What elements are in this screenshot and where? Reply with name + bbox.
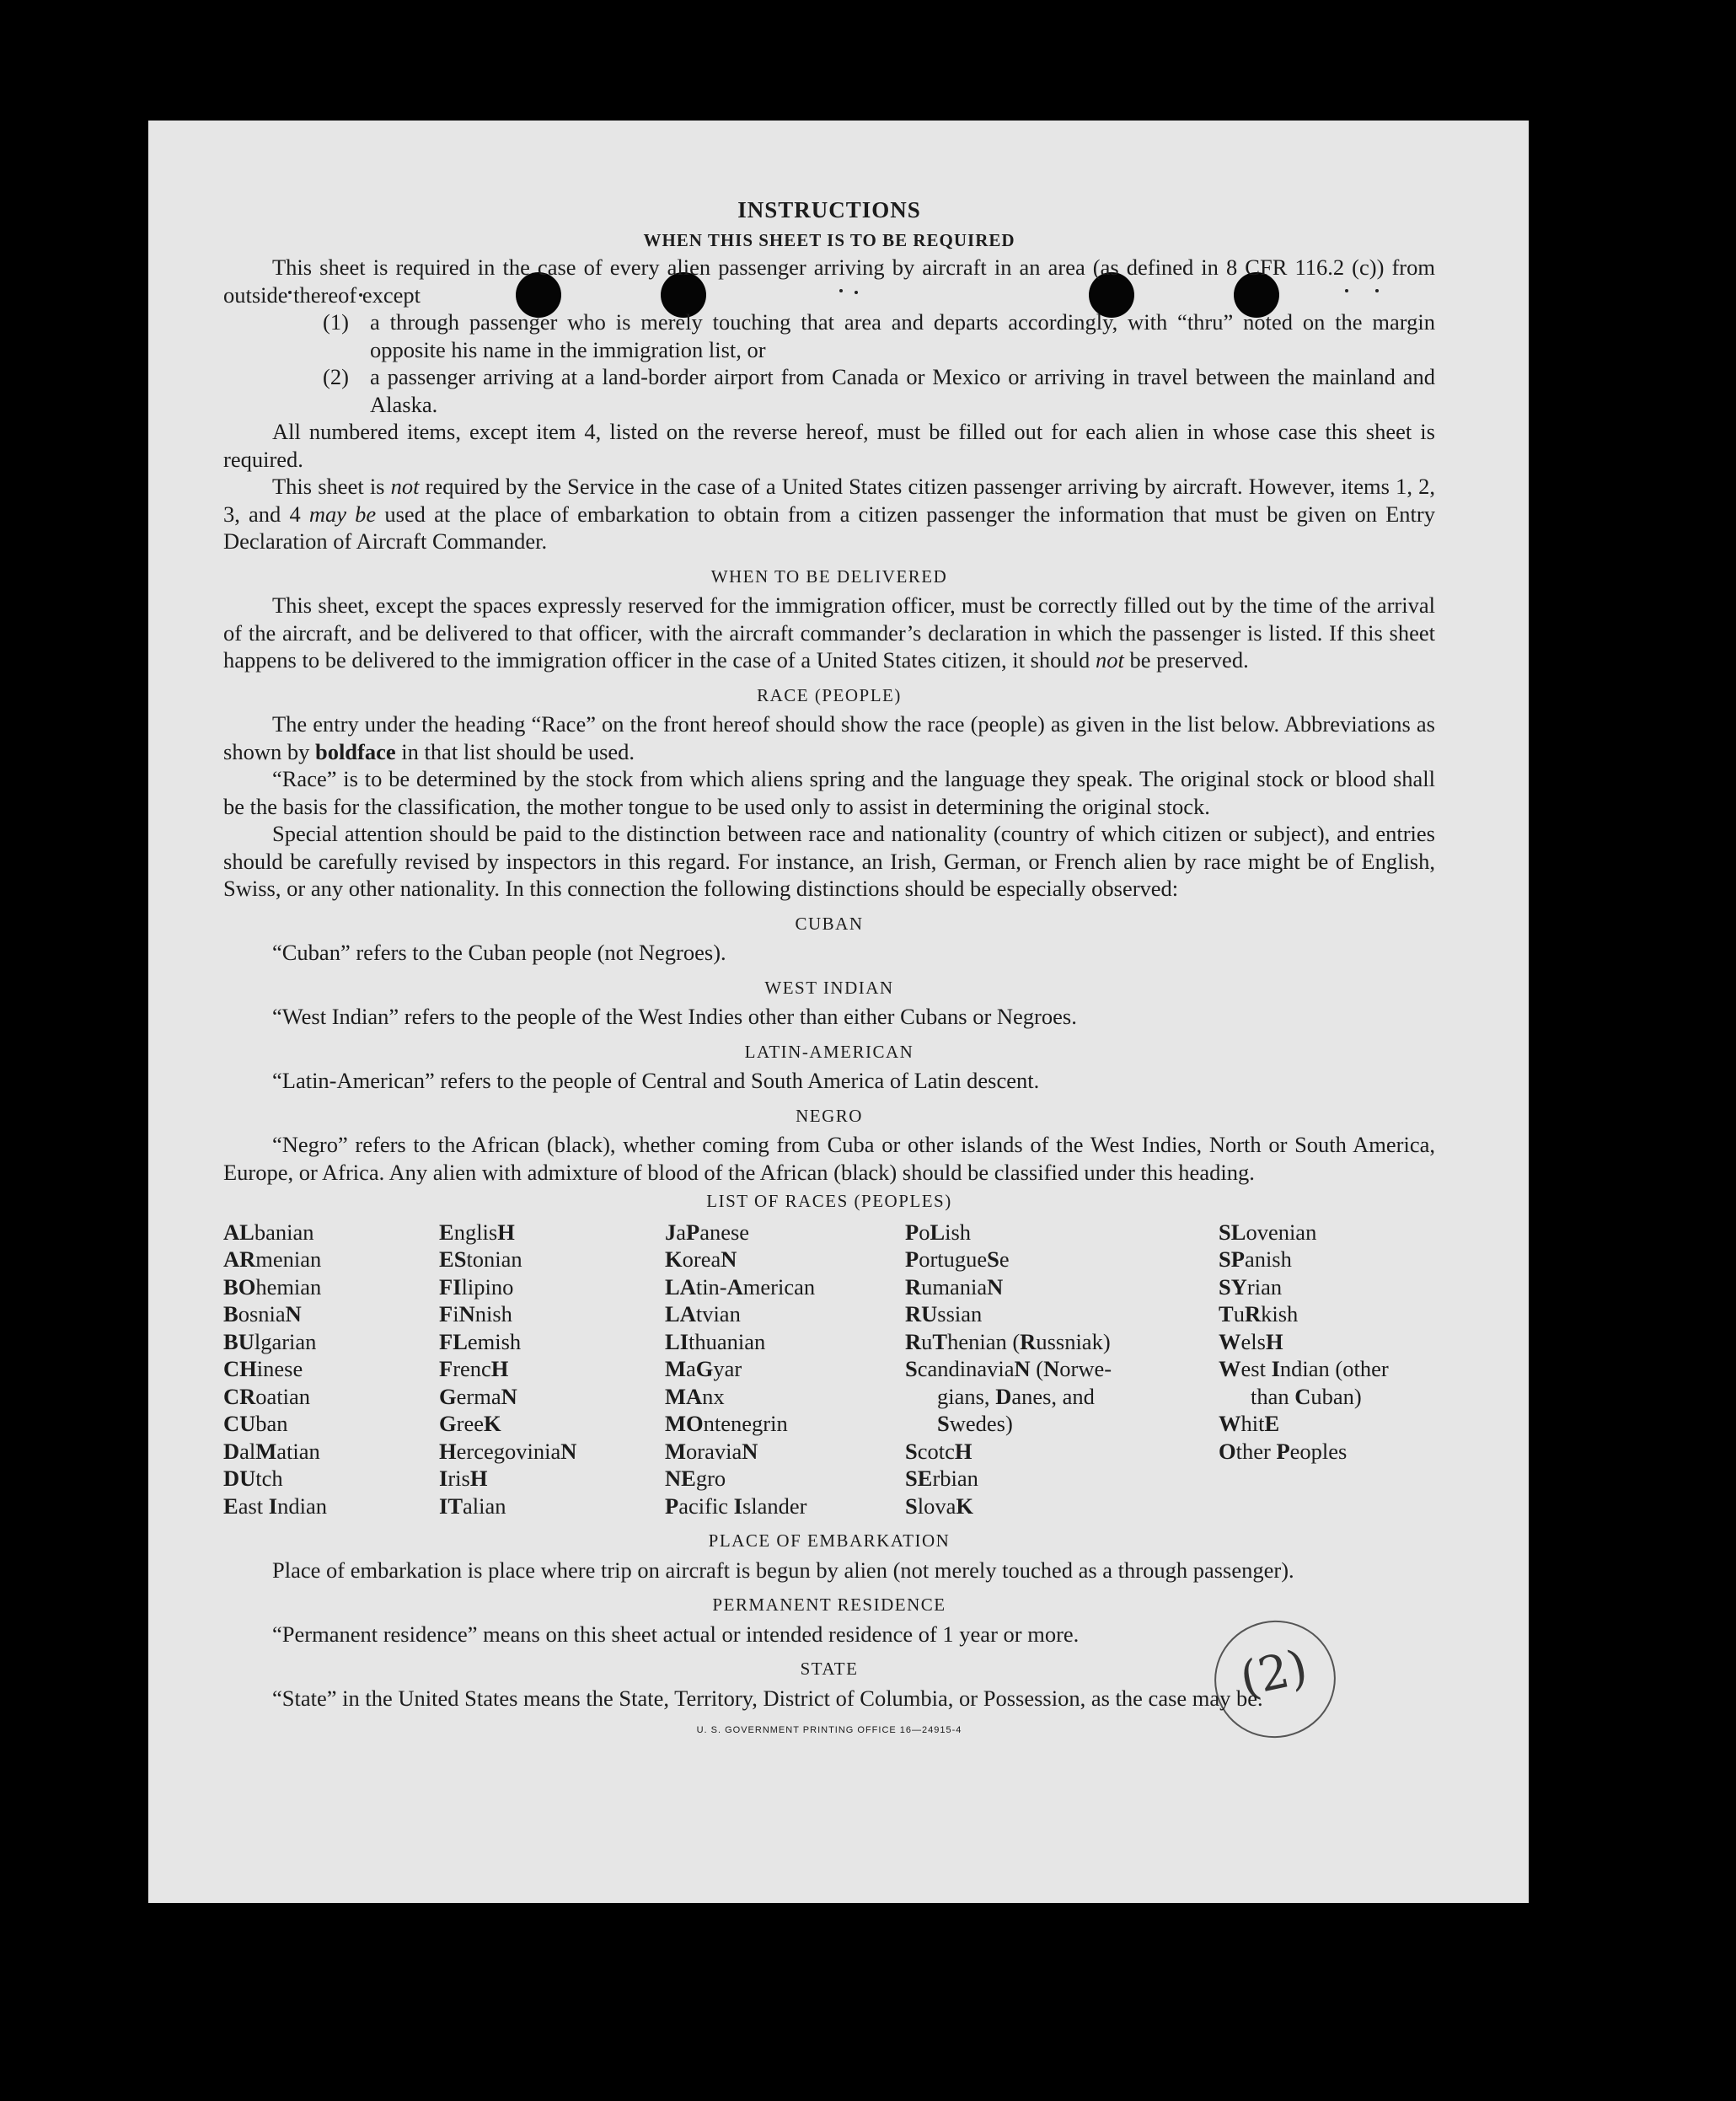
text-run: This sheet is: [272, 474, 391, 499]
race-entry: Other Peoples: [1219, 1438, 1348, 1464]
section-heading-residence: PERMANENT RESIDENCE: [712, 1595, 946, 1615]
race-entry: ScandinaviaN (Norwe-: [905, 1356, 1112, 1381]
race-entry: FrencH: [439, 1356, 509, 1381]
race-entry: SlovaK: [905, 1493, 973, 1519]
race-entry: gians, Danes, and: [937, 1383, 1095, 1409]
text-run-italic: not: [390, 474, 420, 499]
race-entry: Pacific Islander: [665, 1493, 807, 1519]
race-entry: FLemish: [439, 1328, 522, 1354]
section-heading-latin-american: LATIN-AMERICAN: [744, 1041, 914, 1062]
races-column: [1219, 1219, 1435, 1520]
race-entry: RumaniaN: [905, 1273, 1004, 1300]
races-column: [439, 1219, 665, 1520]
text-run: The entry under the heading “Race” on the front hereof should show the race (people) as given in the list below. Abbreviations as shown by: [223, 711, 1435, 764]
race-entry: CUban: [223, 1411, 288, 1436]
race-entry: RuThenian (Russniak): [905, 1328, 1111, 1354]
section-heading-required: WHEN THIS SHEET IS TO BE REQUIRED: [643, 229, 1015, 250]
race-entry: MoraviaN: [665, 1438, 758, 1464]
race-entry: JaPanese: [665, 1219, 750, 1245]
race-entry: NEgro: [665, 1466, 726, 1491]
race-entry: FiNnish: [439, 1301, 512, 1327]
race-entry: GreeK: [439, 1411, 501, 1436]
race-entry: MOntenegrin: [665, 1411, 788, 1436]
races-column: [665, 1219, 905, 1520]
race-entry: SYrian: [1219, 1273, 1283, 1300]
race-entry: EnglisH: [439, 1219, 515, 1245]
instructions-content: [223, 192, 1435, 1745]
text-run: used at the place of embarkation to obtain from a citizen passenger the information that must be given on Entry Declaration of Aircraft Commander.: [223, 501, 1435, 554]
paragraph: “Negro” refers to the African (black), whether coming from Cuba or other islands of the West Indies, North or South America, Europe, or Africa. Any alien with admixture of blood of the African (black) should be classified under this heading.: [223, 1132, 1435, 1185]
text-run-bold: boldface: [314, 738, 396, 764]
race-entry: Swedes): [937, 1411, 1013, 1436]
race-entry: ALbanian: [223, 1219, 314, 1245]
race-entry: PoLish: [905, 1219, 972, 1245]
printer-imprint: U. S. GOVERNMENT PRINTING OFFICE 16—24915-4: [696, 1725, 962, 1735]
race-entry: WhitE: [1219, 1411, 1280, 1436]
race-entry: IrisH: [439, 1466, 488, 1491]
race-entry: West Indian (other: [1219, 1356, 1389, 1381]
section-heading-list-of-races: LIST OF RACES (PEOPLES): [706, 1191, 952, 1211]
section-heading-cuban: CUBAN: [795, 913, 864, 934]
race-entry: LAtvian: [665, 1301, 741, 1327]
paragraph: This sheet is required in the case of every alien passenger arriving by aircraft in an area (as defined in 8 CFR 116.2 (c)) from outside thereof except: [223, 255, 1435, 308]
section-heading-state: STATE: [800, 1659, 859, 1679]
paragraph: All numbered items, except item 4, listed on the reverse hereof, must be filled out for each alien in whose case this sheet is required.: [223, 419, 1435, 472]
section-heading-delivered: WHEN TO BE DELIVERED: [710, 565, 948, 587]
race-entry: TuRkish: [1219, 1301, 1299, 1327]
race-entry: CRoatian: [223, 1383, 311, 1409]
paragraph: “Permanent residence” means on this sheet actual or intended residence of 1 year or more.: [272, 1621, 1080, 1647]
paragraph: Place of embarkation is place where trip on aircraft is begun by alien (not merely touched as a through passenger).: [272, 1557, 1294, 1583]
paragraph: “Race” is to be determined by the stock from which aliens spring and the language they speak. The original stock or blood shall be the basis for the classification, the mother tongue to be used only to assist in determining the original stock.: [223, 766, 1435, 819]
list-item: [323, 363, 1435, 418]
race-entry: RUssian: [905, 1301, 983, 1327]
text-run-italic: not: [1095, 647, 1124, 673]
race-entry: DUtch: [223, 1466, 283, 1491]
paragraph: “State” in the United States means the State, Territory, District of Columbia, or Possession, as the case may be.: [272, 1685, 1263, 1711]
races-column: [905, 1219, 1219, 1520]
item-text: a passenger arriving at a land-border airport from Canada or Mexico or arriving in travel between the mainland and Alaska.: [370, 364, 1435, 417]
races-list: [223, 1219, 1435, 1520]
text-run: in that list should be used.: [395, 738, 635, 764]
races-column: [223, 1219, 439, 1520]
handwritten-mark-text: (2): [1235, 1639, 1313, 1707]
race-entry: SErbian: [905, 1466, 978, 1491]
paragraph: “Latin-American” refers to the people of Central and South America of Latin descent.: [272, 1068, 1040, 1093]
item-number: (1): [323, 309, 349, 335]
text-run-italic: may be: [308, 501, 377, 527]
race-entry: SPanish: [1219, 1246, 1292, 1272]
race-entry: GermaN: [439, 1383, 517, 1409]
race-entry: FIlipino: [439, 1273, 514, 1300]
paragraph: “West Indian” refers to the people of the West Indies other than either Cubans or Negroes.: [272, 1004, 1077, 1029]
race-entry: LIthuanian: [665, 1328, 766, 1354]
race-entry: SLovenian: [1219, 1219, 1317, 1245]
paragraph: [223, 473, 1435, 555]
section-heading-race: RACE (PEOPLE): [757, 684, 902, 705]
list-item: [323, 308, 1435, 363]
race-entry: ITalian: [439, 1493, 506, 1519]
race-entry: PortugueSe: [905, 1246, 1010, 1272]
item-number: (2): [323, 364, 349, 389]
race-entry: LAtin-American: [665, 1273, 816, 1300]
paragraph: “Cuban” refers to the Cuban people (not Negroes).: [272, 940, 726, 965]
race-entry: BUlgarian: [223, 1328, 317, 1354]
page-title: INSTRUCTIONS: [737, 197, 921, 222]
race-entry: BosniaN: [223, 1301, 302, 1327]
section-heading-embarkation: PLACE OF EMBARKATION: [708, 1530, 951, 1551]
race-entry: HercegoviniaN: [439, 1438, 577, 1464]
section-heading-negro: NEGRO: [796, 1105, 863, 1126]
race-entry: DalMatian: [223, 1438, 320, 1464]
paragraph: [223, 592, 1435, 674]
race-entry: ScotcH: [905, 1438, 972, 1464]
text-run: required by the Service in the case of a United States citizen passenger arriving by aircraft. However, items 1, 2, 3, and 4: [223, 474, 1435, 527]
race-entry: than Cuban): [1251, 1383, 1362, 1409]
paragraph: [223, 710, 1435, 765]
text-run: This sheet, except the spaces expressly reserved for the immigration officer, must be correctly filled out by the time of the arrival of the aircraft, and be delivered to that officer, with the aircraft commander’s declaration in which the passenger is listed. If this sheet happens to be delivered to the immigration officer in the case of a United States citizen, it should: [223, 592, 1435, 673]
race-entry: MaGyar: [665, 1356, 742, 1381]
race-entry: WelsH: [1219, 1328, 1283, 1354]
race-entry: East Indian: [223, 1493, 327, 1519]
item-text: a through passenger who is merely touching that area and departs accordingly, with “thru” noted on the margin opposite his name in the immigration list, or: [370, 309, 1435, 362]
paragraph: Special attention should be paid to the distinction between race and nationality (country of which citizen or subject), and entries should be carefully revised by inspectors in this regard. For instance, an Irish, German, or French alien by race might be of English, Swiss, or any other nationality. In this connection the following distinctions should be especially observed:: [223, 821, 1435, 901]
race-entry: MAnx: [665, 1383, 725, 1409]
race-entry: KoreaN: [665, 1246, 737, 1272]
race-entry: ARmenian: [223, 1246, 322, 1272]
text-run: be preserved.: [1123, 647, 1249, 673]
race-entry: BOhemian: [223, 1273, 322, 1300]
race-entry: CHinese: [223, 1356, 303, 1381]
race-entry: EStonian: [439, 1246, 522, 1272]
section-heading-west-indian: WEST INDIAN: [764, 977, 894, 998]
